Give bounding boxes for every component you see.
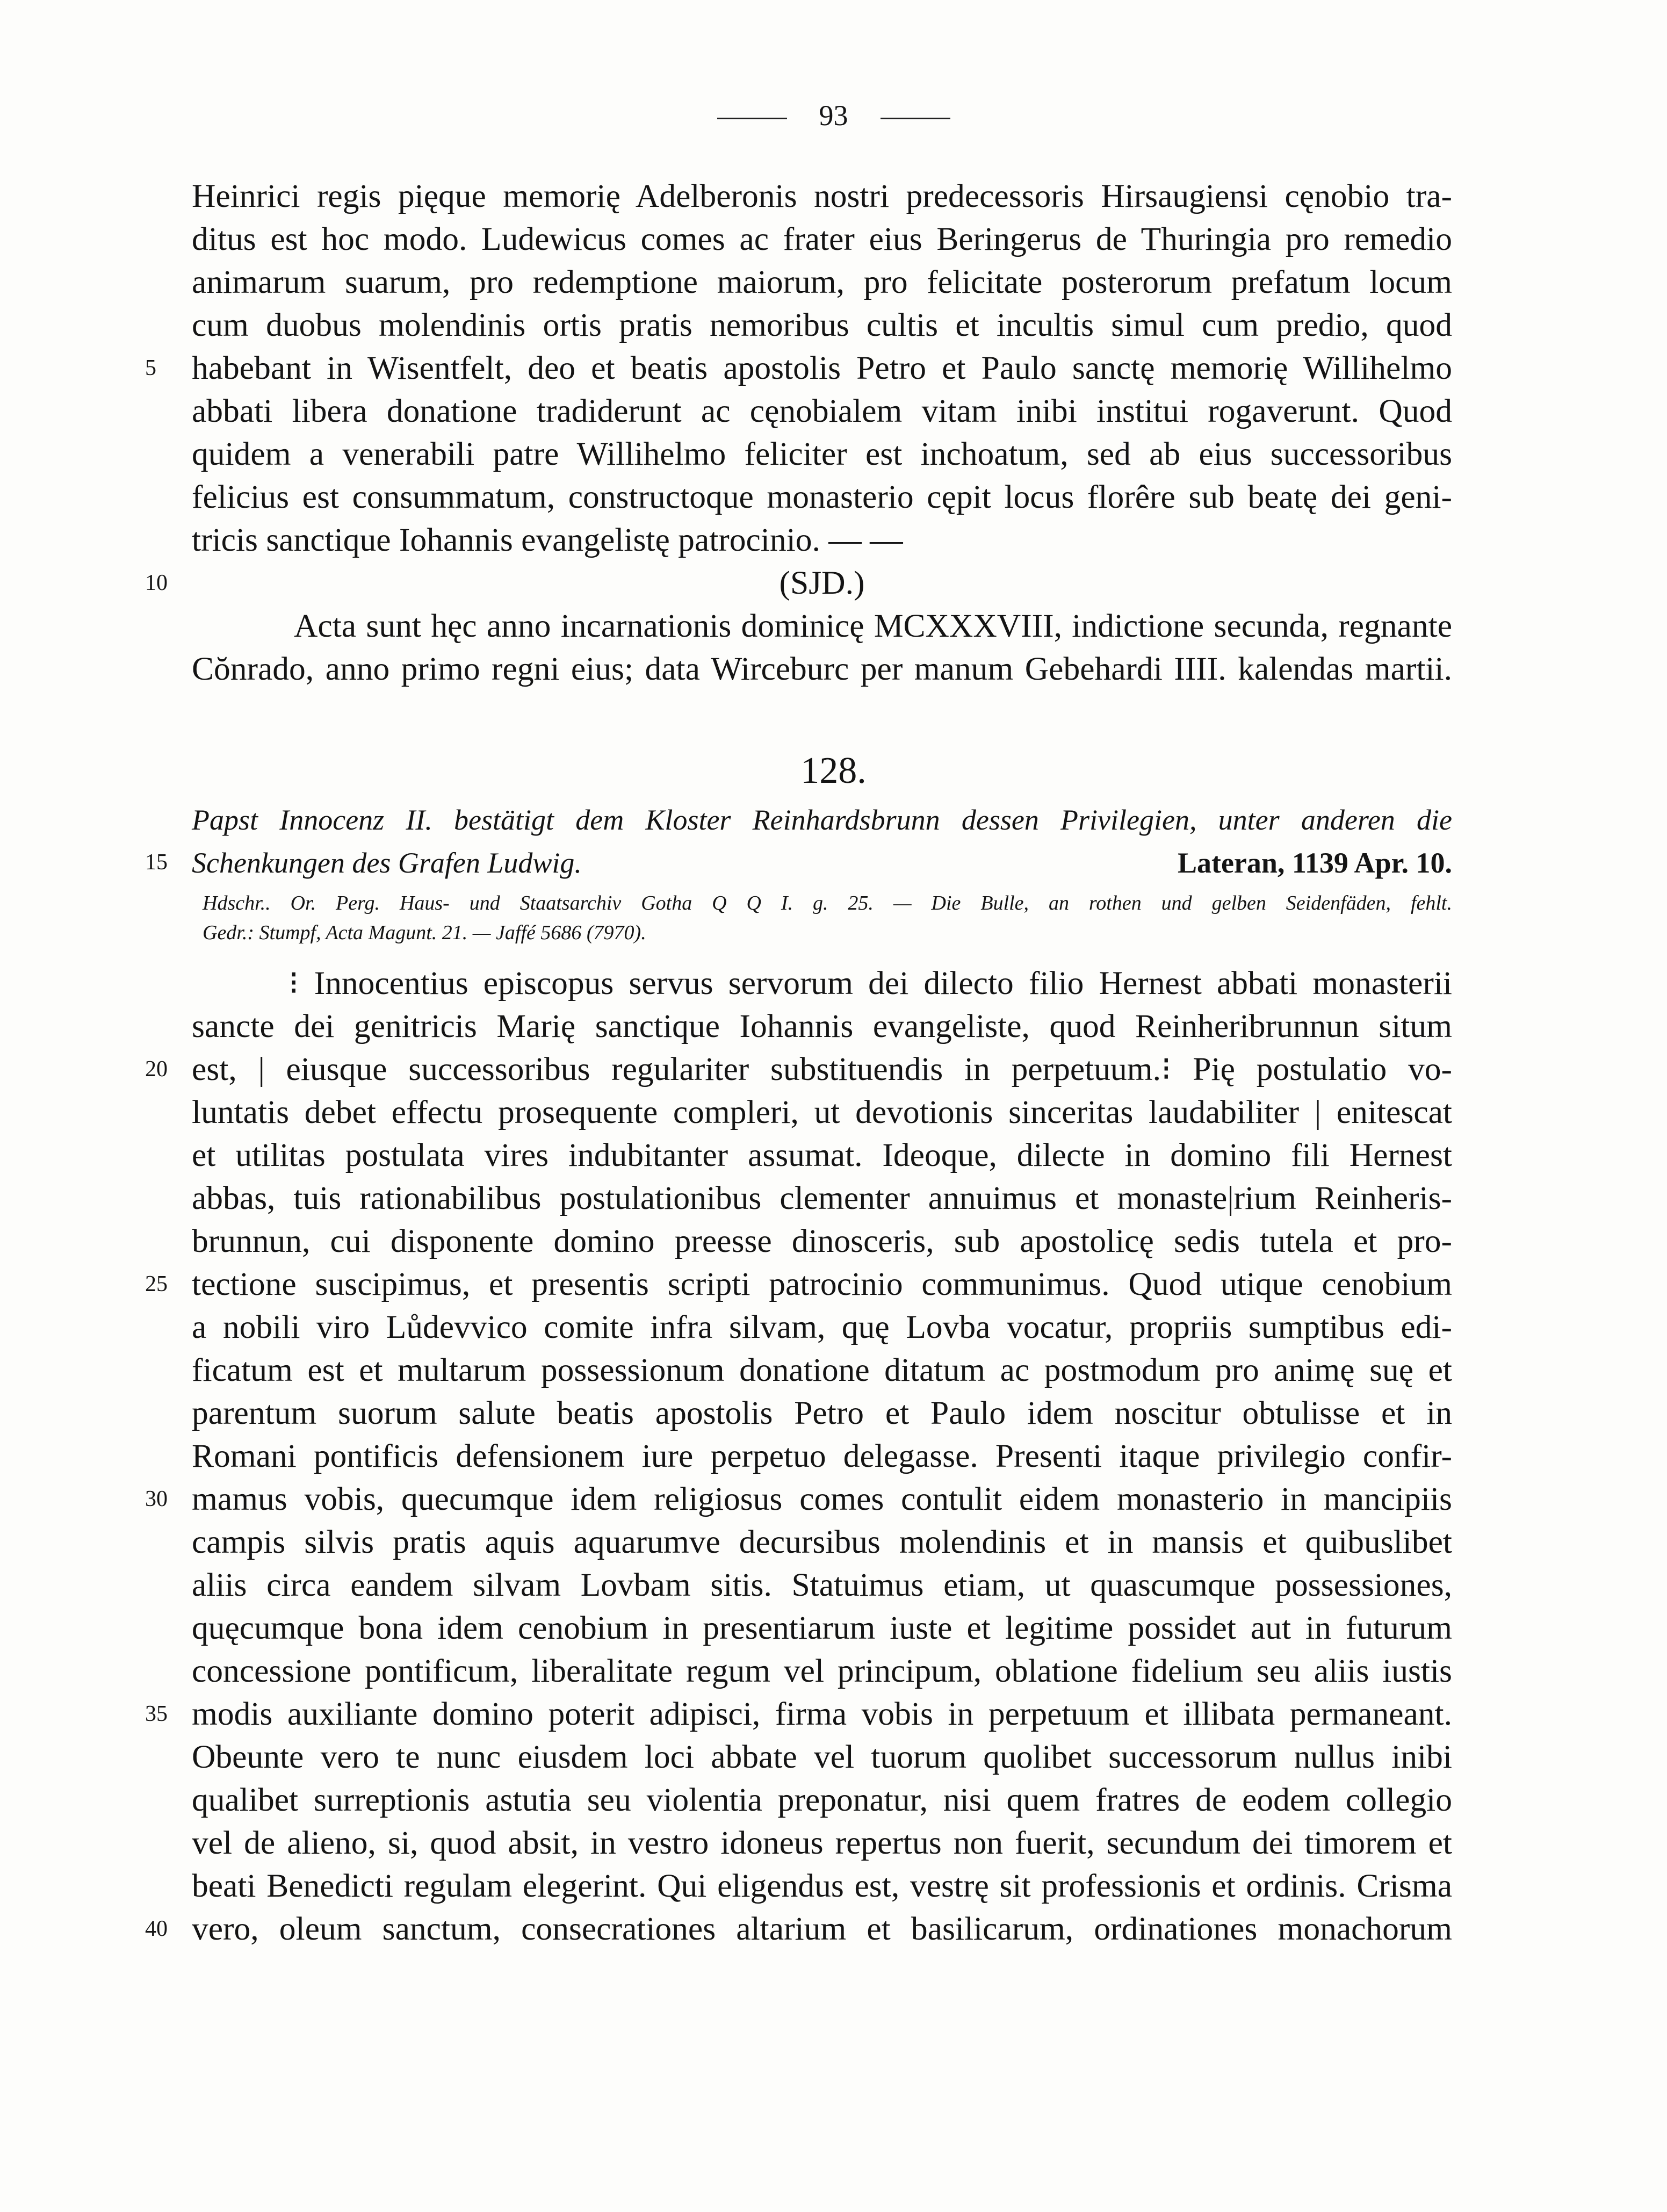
text-line: habebant in Wisentfelt, deo et beatis apostolis Petro et Paulo sanctę memorię Willihelmo bbox=[192, 350, 1452, 386]
text-line: Heinrici regis pięque memorię Adelberonis nostri predecessoris Hirsaugiensi cęnobio tra- bbox=[192, 178, 1452, 214]
regest-line bbox=[192, 844, 1452, 882]
text-line: ficatum est et multarum possessionum donatione ditatum ac postmodum pro animę suę et bbox=[192, 1352, 1452, 1388]
text-line: mamus vobis, quecumque idem religiosus comes contulit eidem monasterio in mancipiis bbox=[192, 1481, 1452, 1517]
text-line: beati Benedicti regulam elegerint. Qui eligendus est, vestrę sit professionis et ordinis. Crisma bbox=[192, 1868, 1452, 1904]
page-number: 93 bbox=[819, 99, 848, 132]
line-number: 40 bbox=[145, 1916, 168, 1941]
line-number: 5 bbox=[145, 356, 156, 380]
text-line: felicius est consummatum, constructoque monasterio cępit locus florêre sub beatę dei geni- bbox=[192, 479, 1452, 515]
regest-continuation: Schenkungen des Grafen Ludwig. bbox=[192, 847, 582, 879]
header-rule-right bbox=[881, 118, 950, 119]
text-line: aliis circa eandem silvam Lovbam sitis. Statuimus etiam, ut quascumque possessiones, bbox=[192, 1567, 1452, 1603]
text-line: parentum suorum salute beatis apostolis Petro et Paulo idem noscitur obtulisse et in bbox=[192, 1395, 1452, 1431]
header-rule-left bbox=[717, 118, 787, 119]
text-line: tectione suscipimus, et presentis scripti patrocinio communimus. Quod utique cenobium bbox=[192, 1266, 1452, 1302]
text-line: tricis sanctique Iohannis evangelistę patrocinio. — — bbox=[192, 522, 903, 558]
text-line: vel de alieno, si, quod absit, in vestro idoneus repertus non fuerit, secundum dei timorem et bbox=[192, 1825, 1452, 1861]
line-number: 15 bbox=[145, 850, 168, 875]
text-line: concessione pontificum, liberalitate regum vel principum, oblatione fidelium seu aliis iustis bbox=[192, 1653, 1452, 1689]
line-number: 10 bbox=[145, 571, 168, 595]
text-line: a nobili viro Lůdevvico comite infra silvam, quę Lovba vocatur, propriis sumptibus edi- bbox=[192, 1309, 1452, 1345]
text-line: brunnun, cui disponente domino preesse dinosceris, sub apostolicę sedis tutela et pro- bbox=[192, 1223, 1452, 1259]
seal-note: (SJD.) bbox=[779, 565, 865, 601]
document-number: 128. bbox=[800, 750, 867, 791]
text-line: vero, oleum sanctum, consecrationes altarium et basilicarum, ordinationes monachorum bbox=[192, 1911, 1452, 1947]
text-line: et utilitas postulata vires indubitanter assumat. Ideoque, dilecte in domino fili Hernest bbox=[192, 1137, 1452, 1173]
text-line: quidem a venerabili patre Willihelmo feliciter est inchoatum, sed ab eius successoribus bbox=[192, 436, 1452, 472]
text-line: sancte dei genitricis Marię sanctique Iohannis evangeliste, quod Reinheribrunnun situm bbox=[192, 1008, 1452, 1044]
text-line: qualibet surreptionis astutia seu violentia preponatur, nisi quem fratres de eodem collegio bbox=[192, 1782, 1452, 1818]
source-line: Hdschr.. Or. Perg. Haus- und Staatsarchiv Gotha Q Q I. g. 25. — Die Bulle, an rothen und gelben Seidenfäden, fehlt. bbox=[203, 892, 1452, 914]
text-line: campis silvis pratis aquis aquarumve decursibus molendinis et in mansis et quibuslibet bbox=[192, 1524, 1452, 1560]
text-line: cum duobus molendinis ortis pratis nemoribus cultis et incultis simul cum predio, quod bbox=[192, 307, 1452, 343]
line-number: 20 bbox=[145, 1057, 168, 1082]
source-line: Gedr.: Stumpf, Acta Magunt. 21. — Jaffé 5686 (7970). bbox=[203, 921, 646, 944]
line-number: 25 bbox=[145, 1272, 168, 1296]
document-date: Lateran, 1139 Apr. 10. bbox=[1177, 847, 1452, 879]
text-line: Cŏnrado, anno primo regni eius; data Wirceburc per manum Gebehardi IIII. kalendas martii. bbox=[192, 651, 1452, 687]
page-header bbox=[0, 97, 1667, 134]
line-number: 30 bbox=[145, 1487, 168, 1511]
regest-line: Papst Innocenz II. bestätigt dem Kloster Reinhardsbrunn dessen Privilegien, unter anderen die bbox=[192, 804, 1452, 836]
text-line: Obeunte vero te nunc eiusdem loci abbate vel tuorum quolibet successorum nullus inibi bbox=[192, 1739, 1452, 1775]
text-line: luntatis debet effectu prosequente compleri, ut devotionis sinceritas laudabiliter | enitescat bbox=[192, 1094, 1452, 1130]
text-line: ⁝ Innocentius episcopus servus servorum dei dilecto filio Hernest abbati monasterii bbox=[288, 965, 1452, 1001]
text-line: est, | eiusque successoribus regulariter substituendis in perpetuum.⁝ Pię postulatio vo- bbox=[192, 1051, 1452, 1087]
text-line: abbas, tuis rationabilibus postulationibus clementer annuimus et monaste|rium Reinheris- bbox=[192, 1180, 1452, 1216]
text-line: Romani pontificis defensionem iure perpetuo delegasse. Presenti itaque privilegio confir- bbox=[192, 1438, 1452, 1474]
text-line: animarum suarum, pro redemptione maiorum, pro felicitate posterorum prefatum locum bbox=[192, 264, 1452, 300]
text-line: Acta sunt hęc anno incarnationis dominicę MCXXXVIII, indictione secunda, regnante bbox=[294, 608, 1452, 644]
text-line: quęcumque bona idem cenobium in presentiarum iuste et legitime possidet aut in futurum bbox=[192, 1610, 1452, 1646]
line-number: 35 bbox=[145, 1702, 168, 1726]
text-line: abbati libera donatione tradiderunt ac cęnobialem vitam inibi institui rogaverunt. Quod bbox=[192, 393, 1452, 429]
text-line: modis auxiliante domino poterit adipisci, firma vobis in perpetuum et illibata permaneant. bbox=[192, 1696, 1452, 1732]
text-line: ditus est hoc modo. Ludewicus comes ac frater eius Beringerus de Thuringia pro remedio bbox=[192, 221, 1452, 257]
